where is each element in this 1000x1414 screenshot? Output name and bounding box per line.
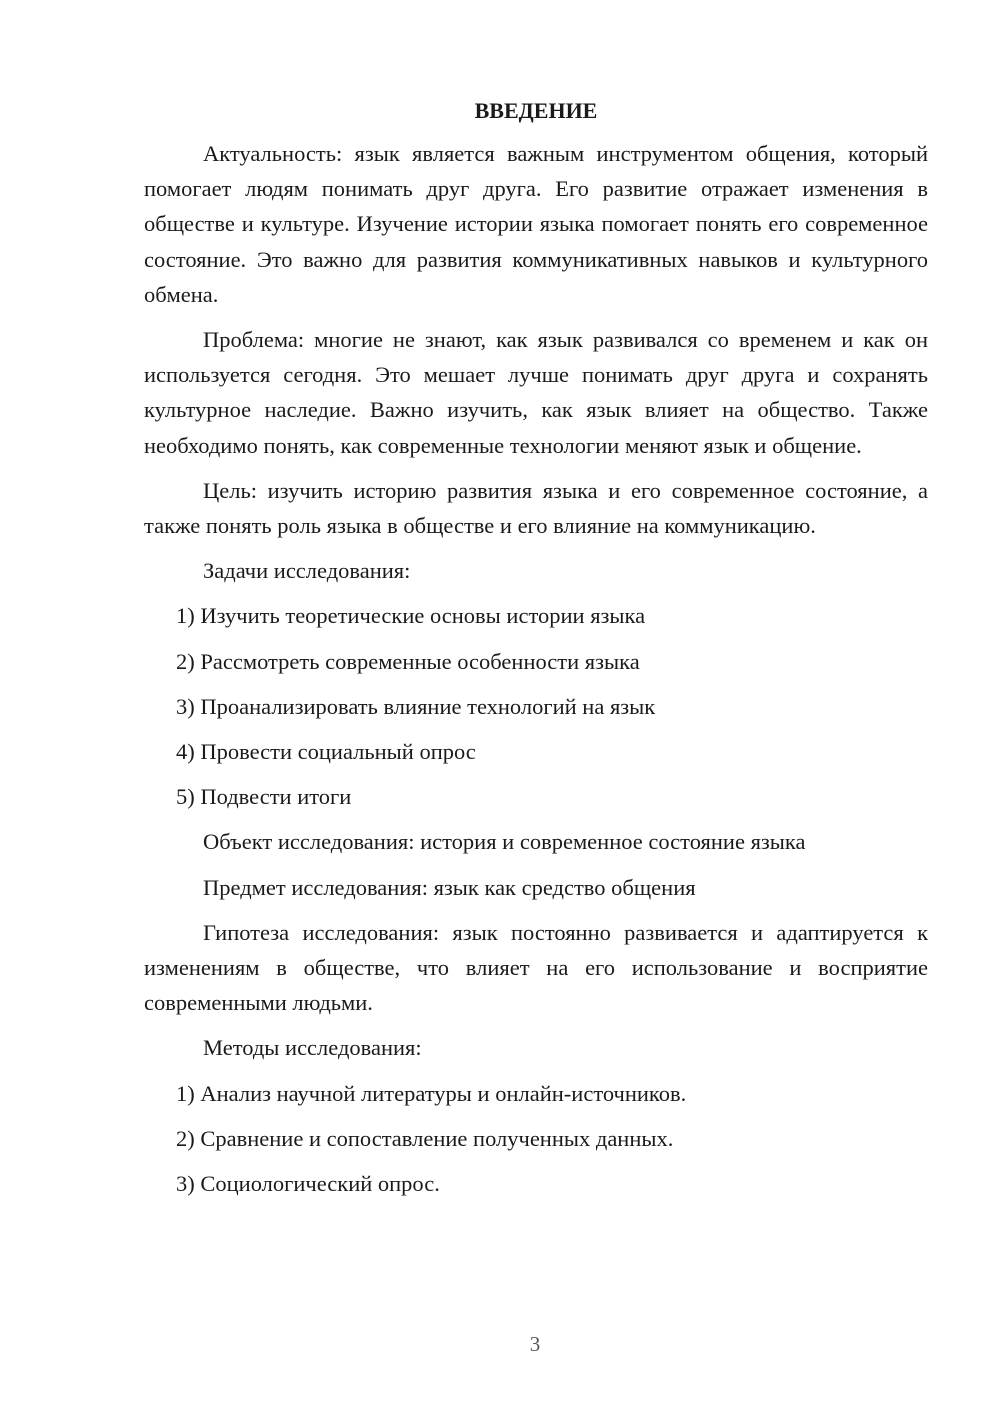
page-title: ВВЕДЕНИЕ [474, 98, 598, 123]
method-item: 2) Сравнение и сопоставление полученных данных. [176, 1125, 674, 1151]
goal-paragraph: Цель: изучить историю развития языка и его современное состояние, а также понять роль языка в обществе и его влияние на коммуникацию. [144, 477, 928, 539]
page-number: 3 [529, 1332, 541, 1356]
task-item: 4) Провести социальный опрос [176, 739, 476, 765]
problem-paragraph: Проблема: многие не знают, как язык развивался со временем и как он используется сегодня. Это мешает лучше понимать друг друга и сохранять культурное наследие. Важно изучить, как язык влияет на общество. Также необходимо понять, как современные технологии меняют язык и общение. [144, 327, 928, 458]
task-item: 5) Подвести итоги [176, 784, 352, 810]
document-body [144, 96, 928, 1211]
task-item: 3) Проанализировать влияние технологий на язык [176, 693, 656, 719]
method-item: 1) Анализ научной литературы и онлайн-источников. [176, 1080, 687, 1106]
method-item: 3) Социологический опрос. [176, 1171, 440, 1197]
relevance-paragraph: Актуальность: язык является важным инструментом общения, который помогает людям понимать друг друга. Его развитие отражает изменения в обществе и культуре. Изучение истории языка помогает понять его современное состояние. Это важно для развития коммуникативных навыков и культурного обмена. [144, 141, 928, 307]
task-item: 2) Рассмотреть современные особенности языка [176, 648, 640, 674]
research-subject: Предмет исследования: язык как средство общения [203, 874, 696, 900]
methods-heading: Методы исследования: [203, 1035, 422, 1061]
tasks-heading: Задачи исследования: [203, 558, 411, 584]
research-object: Объект исследования: история и современное состояние языка [203, 829, 806, 855]
hypothesis-paragraph: Гипотеза исследования: язык постоянно развивается и адаптируется к изменениям в обществе, что влияет на его использование и восприятие современными людьми. [144, 919, 928, 1016]
task-item: 1) Изучить теоретические основы истории языка [176, 603, 646, 629]
